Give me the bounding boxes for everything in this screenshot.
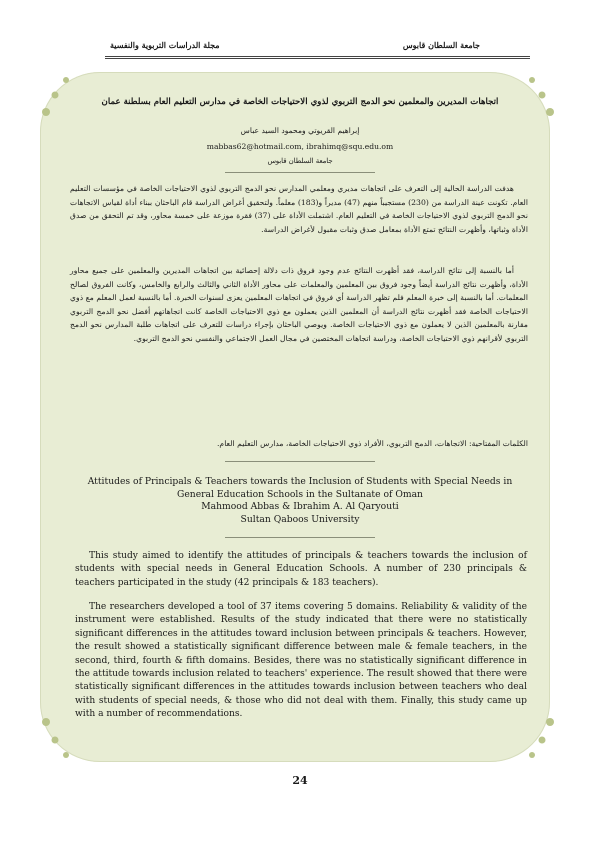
separator	[225, 172, 375, 173]
arabic-abstract-paragraph-2: أما بالنسبة إلى نتائج الدراسة، فقد أظهرت النتائج عدم وجود فروق ذات دلالة إحصائية بين اتجاهات المديرين والمعلمين على جميع محاور الأداة، وأظهرت نتائج الدراسة أيضاً وجود فروق بين المعلمين والمعلمات على محاور الأداة الثاني والثالث والرابع والخامس، وكانت الفروق لصالح المعلمات. أما بالنسبة إلى خبرة المعلم فلم تظهر الدراسة أي فروق في اتجاهات المعلمين يعزى لسنوات الخبرة. أما بالنسبة لعمل المعلم مع ذوي الاحتياجات الخاصة فقد أظهرت نتائج الدراسة أن المعلمين الذين يعملون مع ذوي الاحتياجات الخاصة كانت اتجاهاتهم أفضل نحو الدمج التربوي مقارنة بالمعلمين الذين لا يعملون مع ذوي الاحتياجات الخاصة. ويوصي الباحثان بإجراء دراسات للتعرف على اتجاهات طلبة المدارس نحو الدمج التربوي لأقرانهم ذوي الاحتياجات الخاصة، ودراسة اتجاهات المختصين في مجال العمل الاجتماعي والنفسي نحو الدمج التربوي.	[70, 266, 528, 343]
header-university: جامعة السلطان قابوس	[402, 40, 480, 50]
arabic-abstract-paragraph-1: هدفت الدراسة الحالية إلى التعرف على اتجاهات مديري ومعلمي المدارس نحو الدمج التربوي لذوي الاحتياجات الخاصة في مؤسسات التعليم العام. تكونت عينة الدراسة من (230) مستجيباً منهم (47) مديراً و(183) معلماً. ولتحقيق أغراض الدراسة قام الباحثان ببناء أداة لقياس الاتجاهات نحو الدمج التربوي لذوي الاحتياجات الخاصة في التعليم العام. اشتملت الأداة على (37) فقرة موزعة على خمسة محاور، وقد تم التحقق من صدق الأداة وثباتها، وأظهرت النتائج تمتع الأداة بمعامل صدق وثبات مقبول لأغراض الدراسة.	[70, 184, 528, 234]
english-abstract-paragraph-1: This study aimed to identify the attitudes of principals & teachers towards the inclusion of students with special needs in General Education Schools. A number of 230 principals & teachers participated in the study (42 principals & 183 teachers).	[75, 551, 527, 588]
arabic-abstract	[70, 182, 528, 236]
arabic-authors: إبراهيم القريوتي ومحمود السيد عباس	[240, 126, 360, 135]
arabic-keywords	[70, 437, 528, 451]
english-abstract	[75, 550, 527, 590]
english-abstract-2	[75, 601, 527, 722]
arabic-title: اتجاهات المديرين والمعلمين نحو الدمج التربوي لذوي الاحتياجات الخاصة في مدارس التعليم العام بسلطنة عمان	[101, 97, 499, 107]
decoration-dot	[539, 737, 546, 744]
arabic-affiliation: جامعة السلطان قابوس	[267, 157, 333, 165]
english-title: Attitudes of Principals & Teachers towards the Inclusion of Students with Special Needs in General Education Schools in the Sultanate of Oman	[87, 476, 513, 500]
separator	[225, 537, 375, 538]
decoration-dot	[529, 752, 535, 758]
decoration-dot	[529, 77, 535, 83]
page-number: 24	[292, 774, 308, 787]
english-header-block	[75, 476, 525, 526]
english-authors: Mahmood Abbas & Ibrahim A. Al Qaryouti	[201, 501, 399, 512]
header-rule	[105, 56, 530, 57]
header-rule-secondary	[105, 58, 530, 59]
english-abstract-paragraph-2: The researchers developed a tool of 37 items covering 5 domains. Reliability & validity of the instrument were established. Results of the study indicated that there were no statistically significant differences in the attitudes toward inclusion between principals & teachers. However, the result showed a statistically significant difference between male & female teachers, in the second, third, fourth & fifth domains. Besides, there was no statistically significant difference in the attitude towards inclusion related to teachers' experience. The result showed that there were statistically significant differences in the attitudes towards inclusion between teachers who deal with students of special needs, & those who did not deal with them. Finally, this study came up with a number of recommendations.	[75, 602, 527, 720]
header-journal: مجلة الدراسات التربوية والنفسية	[110, 40, 220, 50]
running-header	[0, 40, 595, 54]
english-affiliation: Sultan Qaboos University	[240, 513, 360, 525]
arabic-results	[70, 264, 528, 345]
keywords: الكلمات المفتاحية: الاتجاهات، الدمج التربوي، الأفراد ذوي الاحتياجات الخاصة، مدارس التعليم العام.	[216, 439, 528, 448]
author-emails: mabbas62@hotmail.com, ibrahimq@squ.edu.om	[206, 142, 394, 151]
separator	[225, 461, 375, 462]
